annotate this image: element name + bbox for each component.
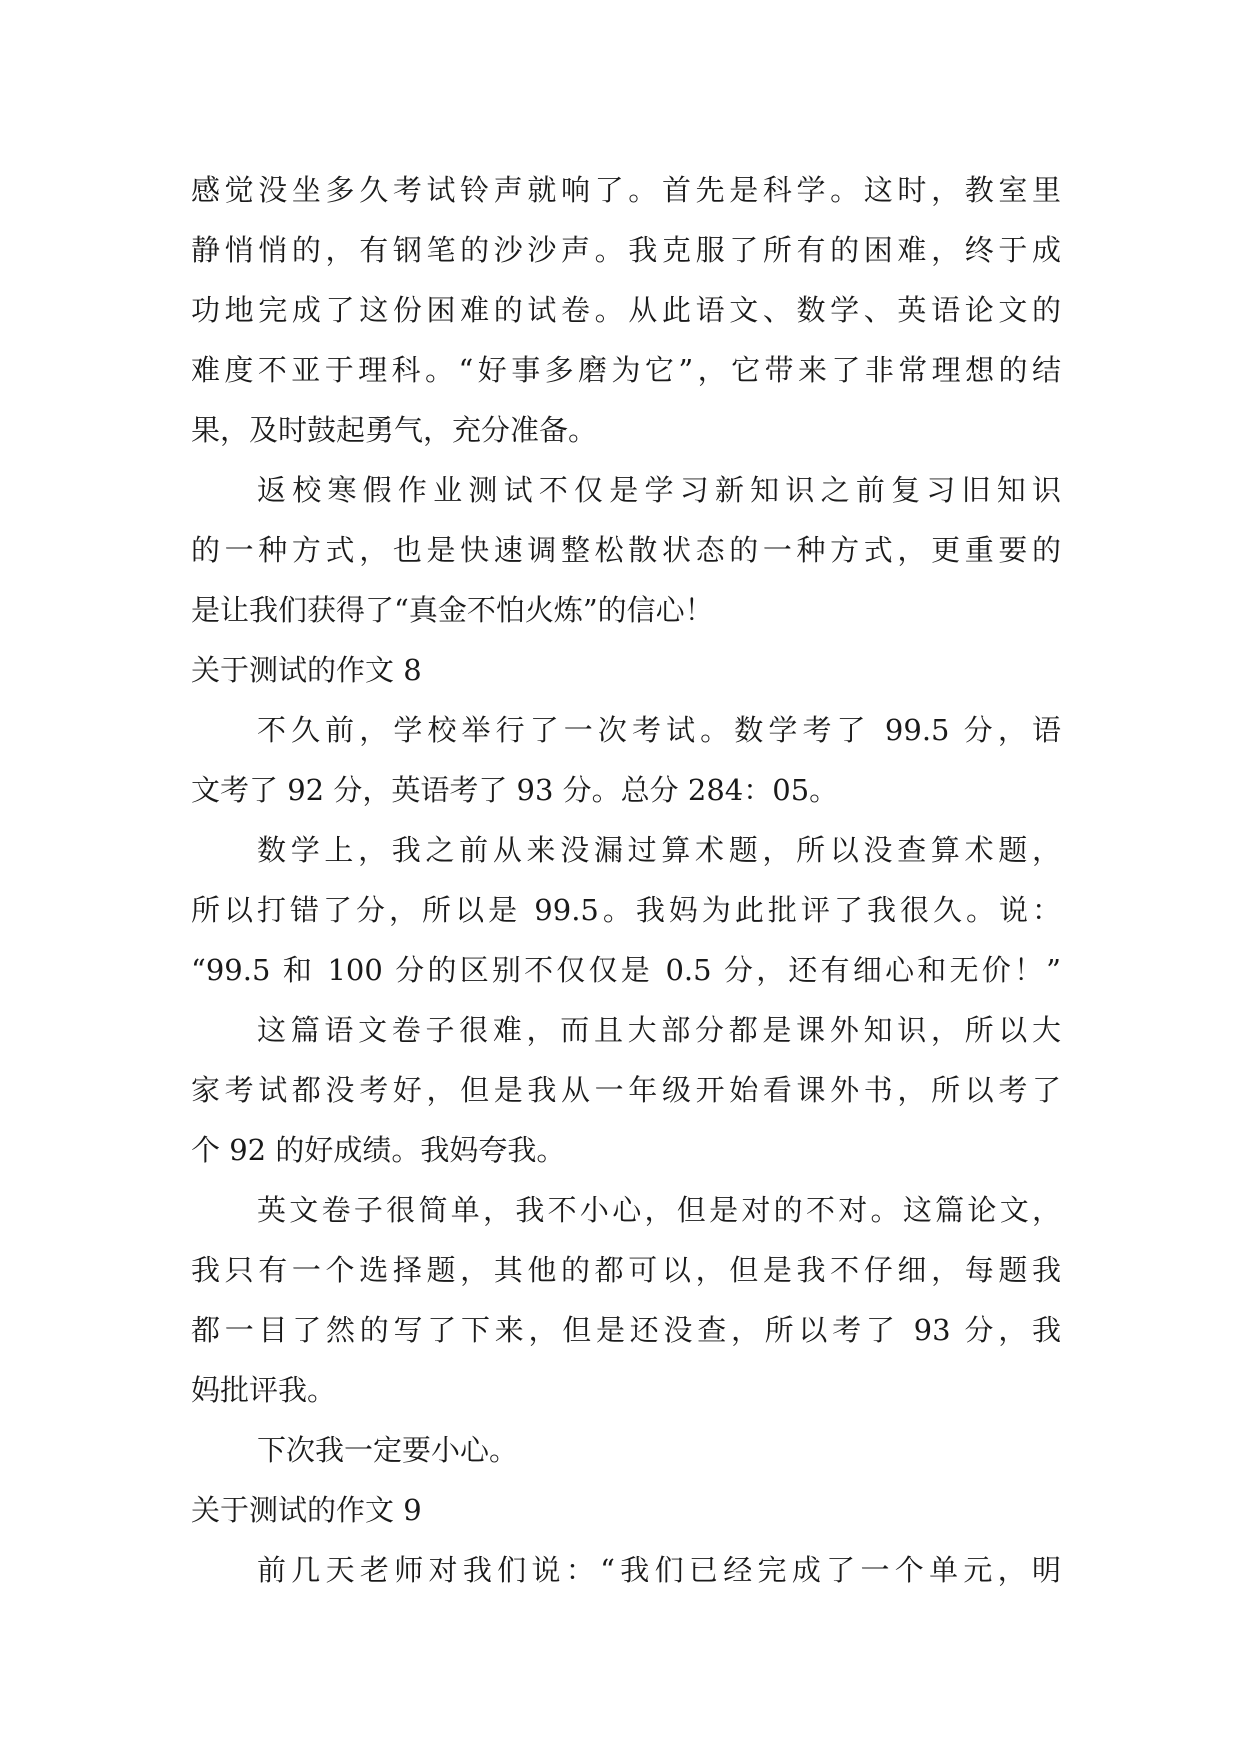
paragraph-first-line: 前几天老师对我们说：“我们已经完成了一个单元，明 <box>257 1553 1061 1587</box>
paragraph-line: 我只有一个选择题，其他的都可以，但是我不仔细，每题我 <box>191 1253 1061 1287</box>
paragraph-line: 难度不亚于理科。“好事多磨为它”，它带来了非常理想的结 <box>191 353 1061 387</box>
paragraph-line: 是让我们获得了“真金不怕火炼”的信心！ <box>191 593 714 627</box>
paragraph-line: 的一种方式，也是快速调整松散状态的一种方式，更重要的 <box>191 533 1061 567</box>
paragraph-line: 感觉没坐多久考试铃声就响了。首先是科学。这时，教室里 <box>191 173 1061 207</box>
paragraph-first-line: 不久前，学校举行了一次考试。数学考了 99.5 分，语 <box>257 713 1061 747</box>
paragraph-first-line: 数学上，我之前从来没漏过算术题，所以没查算术题， <box>257 833 1061 867</box>
paragraph-line: “99.5 和 100 分的区别不仅仅是 0.5 分，还有细心和无价！” <box>191 953 1061 987</box>
paragraph-line: 果，及时鼓起勇气，充分准备。 <box>191 413 598 447</box>
paragraph-line: 所以打错了分，所以是 99.5。我妈为此批评了我很久。说： <box>191 893 1061 927</box>
paragraph-first-line: 下次我一定要小心。 <box>257 1433 519 1467</box>
paragraph-line: 妈批评我。 <box>191 1373 337 1407</box>
document-page <box>191 160 1061 1600</box>
paragraph-line: 文考了 92 分，英语考了 93 分。总分 284：05。 <box>191 773 839 807</box>
paragraph-first-line: 返校寒假作业测试不仅是学习新知识之前复习旧知识 <box>257 473 1061 507</box>
paragraph-line: 都一目了然的写了下来，但是还没查，所以考了 93 分，我 <box>191 1313 1061 1347</box>
paragraph-line: 功地完成了这份困难的试卷。从此语文、数学、英语论文的 <box>191 293 1061 327</box>
paragraph-line: 静悄悄的，有钢笔的沙沙声。我克服了所有的困难，终于成 <box>191 233 1061 267</box>
paragraph-first-line: 英文卷子很简单，我不小心，但是对的不对。这篇论文， <box>257 1193 1061 1227</box>
section-heading: 关于测试的作文 8 <box>191 653 422 687</box>
paragraph-line: 个 92 的好成绩。我妈夸我。 <box>191 1133 566 1167</box>
paragraph-line: 家考试都没考好，但是我从一年级开始看课外书，所以考了 <box>191 1073 1061 1107</box>
section-heading: 关于测试的作文 9 <box>191 1493 422 1527</box>
paragraph-first-line: 这篇语文卷子很难，而且大部分都是课外知识，所以大 <box>257 1013 1061 1047</box>
